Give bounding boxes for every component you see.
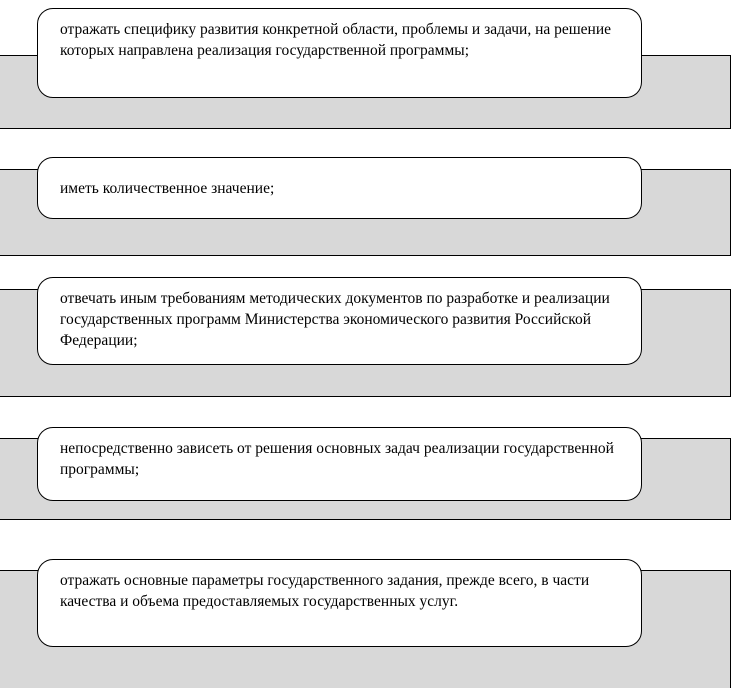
callout-text-1: отражать специфику развития конкретной области, проблемы и задачи, на решение которых направлена реализация государственной программы; xyxy=(60,21,612,59)
callout-text-2: иметь количественное значение; xyxy=(60,180,275,197)
callout-box-4 xyxy=(37,427,642,501)
callout-text-3: отвечать иным требованиям методических документов по разработке и реализации государственных программ Министерства экономического развития Российской Федерации; xyxy=(60,290,610,349)
callout-text-5: отражать основные параметры государственного задания, прежде всего, в части качества и объема предоставляемых государственных услуг. xyxy=(60,572,590,610)
callout-box-5 xyxy=(37,559,642,647)
callout-box-1 xyxy=(37,8,642,98)
callout-text-4: непосредственно зависеть от решения основных задач реализации государственной программы; xyxy=(60,440,614,478)
callout-box-3 xyxy=(37,277,642,365)
callout-box-2 xyxy=(37,157,642,219)
